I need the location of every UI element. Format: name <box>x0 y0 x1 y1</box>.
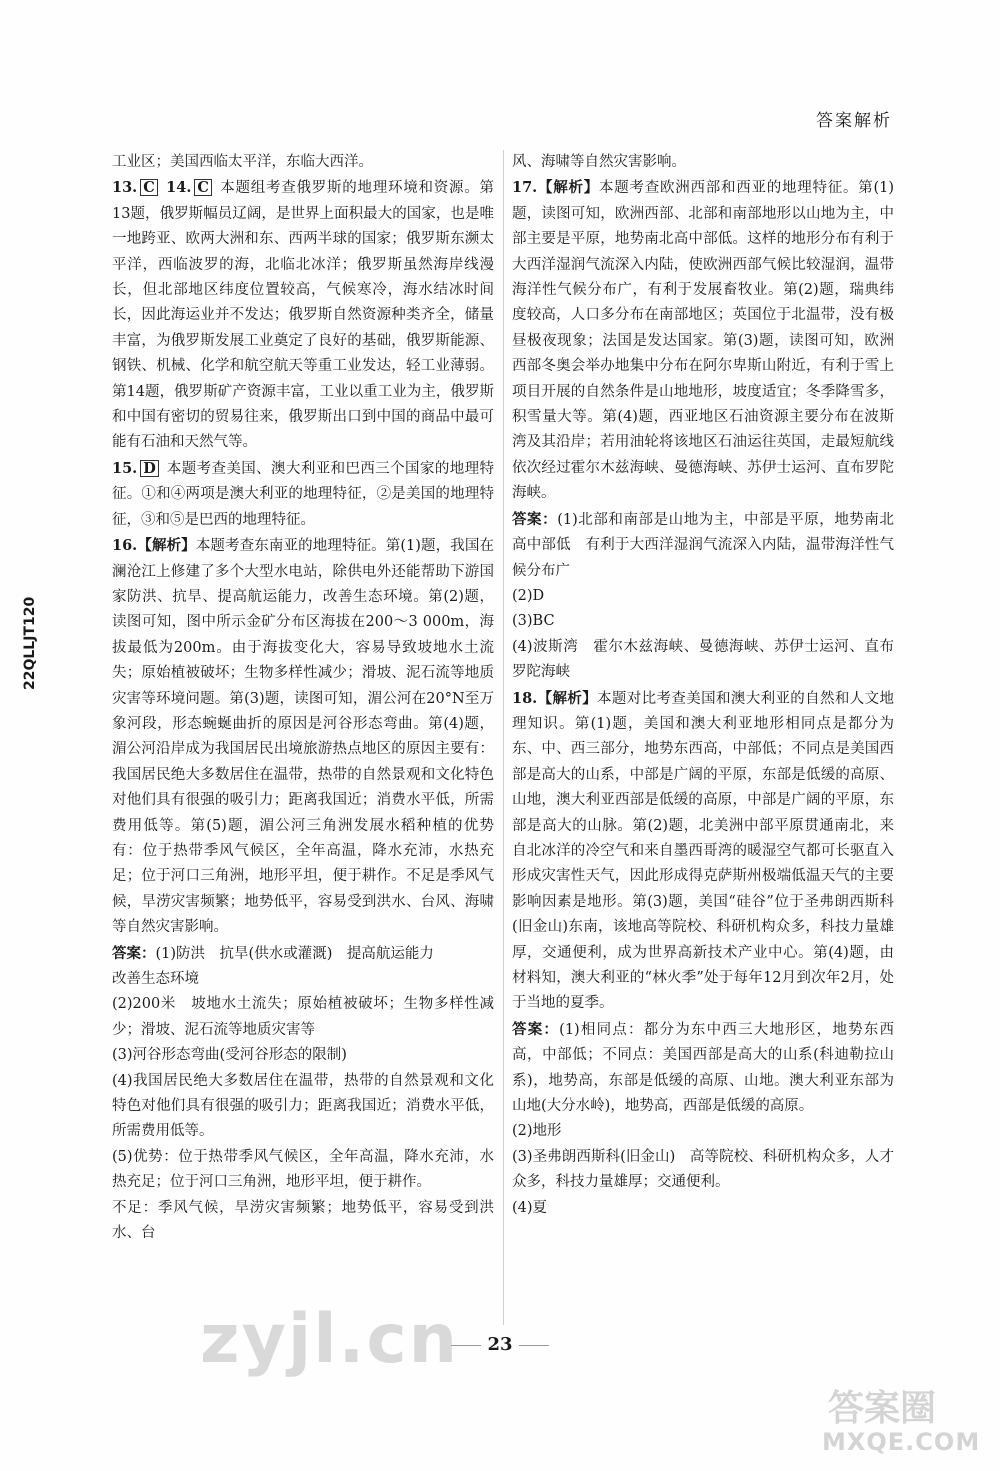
question-18 <box>512 686 894 1017</box>
right-continuation: 风、海啸等自然灾害影响。 <box>512 154 686 170</box>
watermark-logo: zyjl.cn <box>200 1300 460 1379</box>
left-column <box>112 150 494 1246</box>
answer-text: (1)防洪 抗旱(供水或灌溉) 提高航运能力 <box>155 945 434 962</box>
page-number-rule <box>519 1345 549 1346</box>
explanation-text: 本题考查欧洲西部和西亚的地理特征。第(1)题，读图可知，欧洲西部、北部和南部地形以山地为主，中部主要是平原，地势南北高中部低。这样的地形分布有利于大西洋湿润气流深入内陆，使欧洲西部气候比较湿润，温带海洋性气候分布广，有利于发展畜牧业。第(2)题，瑞典纬度较高，人口多分布在南部地区；英国位于北温带，没有极昼极夜现象；法国是发达国家。第(3)题，读图可知，欧洲西部冬奥会举办地集中分布在阿尔卑斯山附近，有利于雪上项目开展的自然条件是山地地形，坡度适宜；冬季降雪多，积雪量大等。第(4)题，西亚地区石油资源主要分布在波斯湾及其沿岸；若用油轮将该地区石油运往英国，走最短航线依次经过霍尔木兹海峡、曼德海峡、苏伊士运河、直布罗陀海峡。 <box>512 180 894 502</box>
question-number: 15. <box>112 459 138 477</box>
answer-line <box>512 507 894 584</box>
analysis-tag: 【解析】 <box>537 689 598 707</box>
answer-line <box>512 1017 894 1120</box>
answer-text: (1)北部和南部是山地为主，中部是平原，地势南北高中部低 有利于大西洋湿润气流深入内陆，温带海洋性气候分布广 <box>512 511 894 579</box>
corner-watermark <box>818 1380 988 1460</box>
question-15 <box>112 456 494 533</box>
answer-line: 不足：季风气候，旱涝灾害频繁；地势低平，容易受到洪水、台 <box>112 1199 494 1242</box>
analysis-tag: 【解析】 <box>537 179 599 197</box>
answer-box: D <box>140 460 159 477</box>
corner-watermark-url: MXQE.COM <box>822 1428 981 1456</box>
answer-line: (2)地形 <box>512 1123 562 1140</box>
corner-watermark-text: 答案圈 <box>828 1388 937 1429</box>
answer-box: C <box>194 179 212 196</box>
explanation-text: 本题考查东南亚的地理特征。第(1)题，我国在澜沧江上修建了多个大型水电站，除供电外还能帮助下游国家防洪、抗旱、提高航运能力，改善生态环境。第(2)题，读图可知，图中所示金矿分布区海拔在200～3 000m，海拔最低为200m。由于海拔变化大，容易导致坡地水土流失；原始植被破坏；生物多样性减少；滑坡、泥石流等地质灾害等环境问题。第(3)题，读图可知，湄公河在20°N至万象河段，形态蜿蜒曲折的原因是河谷形态弯曲。第(4)题，湄公河沿岸成为我国居民出境旅游热点地区的原因主要有：我国居民绝大多数居住在温带，热带的自然景观和文化特色对他们具有很强的吸引力；距离我国近；消费水平低，所需费用低等。第(5)题，湄公河三角洲发展水稻种植的优势有：位于热带季风气候区，全年高温，降水充沛，水热充足；位于河口三角洲，地形平坦，便于耕作。不足是季风气候，旱涝灾害频繁；地势低平，容易受到洪水、台风、海啸等自然灾害影响。 <box>112 538 495 936</box>
question-number: 16. <box>112 537 138 555</box>
left-continuation: 工业区；美国西临太平洋，东临大西洋。 <box>112 154 373 170</box>
answer-label: 答案： <box>512 510 558 528</box>
answer-label: 答案： <box>112 944 156 962</box>
question-17 <box>512 175 894 506</box>
answer-line: (3)河谷形态弯曲(受河谷形态的限制) <box>112 1047 347 1064</box>
question-13-14 <box>112 175 494 455</box>
side-code: 22QLLJT120 <box>22 596 38 690</box>
answer-line: (5)优势：位于热带季风气候区，全年高温，降水充沛，水热充足；位于河口三角洲，地形平坦，便于耕作。 <box>112 1148 494 1191</box>
page-number-text: 23 <box>487 1334 513 1355</box>
answer-label: 答案： <box>512 1020 560 1038</box>
right-column <box>512 150 894 1221</box>
page-number <box>0 1334 1000 1355</box>
answer-line: 改善生态环境 <box>112 971 199 987</box>
answer-line: (3)圣弗朗西斯科(旧金山) 高等院校、科研机构众多，人才众多，科技力量雄厚；交通便利。 <box>512 1148 894 1191</box>
answer-line: (4)我国居民绝大多数居住在温带，热带的自然景观和文化特色对他们具有很强的吸引力；距离我国近；消费水平低，所需费用低等。 <box>112 1072 494 1140</box>
explanation-text: 本题对比考查美国和澳大利亚的自然和人文地理知识。第(1)题，美国和澳大利亚地形相同点是都分为东、中、西三部分，地势东西高，中部低；不同点是美国西部是高大的山系，中部是广阔的平原，东部是低缓的高原、山地，澳大利亚西部是低缓的高原，中部是广阔的平原，东部是高大的山脉。第(2)题，北美洲中部平原贯通南北，来自北冰洋的冷空气和来自墨西哥湾的暖湿空气都可长驱直入形成灾害性天气，因此形成得克萨斯州极端低温天气的主要影响因素是地形。第(3)题，美国“硅谷”位于圣弗朗西斯科(旧金山)东南，该地高等院校、科研机构众多，科技力量雄厚，交通便利，成为世界高新技术产业中心。第(4)题，由材料知，澳大利亚的“林火季”处于每年12月到次年2月，处于当地的夏季。 <box>512 690 895 1012</box>
question-number: 17. <box>512 179 538 197</box>
answer-line: (4)波斯湾 霍尔木兹海峡、曼德海峡、苏伊士运河、直布罗陀海峡 <box>512 638 894 681</box>
answer-text: (1)相同点：都分为东中西三大地形区，地势东西高，中部低；不同点：美国西部是高大的山系(科迪勒拉山系)，地势高，东部是低缓的高原、山地。澳大利亚东部为山地(大分水岭)，地势高，西部是低缓的高原。 <box>512 1021 895 1115</box>
page-header-title: 答案解析 <box>816 111 892 131</box>
answer-line: (4)夏 <box>512 1199 548 1216</box>
answer-box: C <box>140 179 158 196</box>
answer-line: (3)BC <box>512 613 555 630</box>
question-16 <box>112 533 494 941</box>
question-number: 14. <box>166 179 192 197</box>
question-number: 13. <box>112 179 138 197</box>
question-number: 18. <box>512 689 538 707</box>
column-divider <box>503 150 504 1325</box>
answer-line: (2)D <box>512 587 545 604</box>
explanation-text: 本题考查美国、澳大利亚和巴西三个国家的地理特征。①和④两项是澳大利亚的地理特征，②是美国的地理特征，③和⑤是巴西的地理特征。 <box>112 460 494 528</box>
answer-line: (2)200米 坡地水土流失；原始植被破坏；生物多样性减少；滑坡、泥石流等地质灾害等 <box>112 996 494 1038</box>
analysis-tag: 【解析】 <box>137 537 196 555</box>
answer-line <box>112 941 494 967</box>
explanation-text: 本题组考查俄罗斯的地理环境和资源。第13题，俄罗斯幅员辽阔，是世界上面积最大的国家，也是唯一地跨亚、欧两大洲和东、西两半球的国家；俄罗斯东濒太平洋，西临波罗的海，北临北冰洋；俄罗斯虽然海岸线漫长，但北部地区纬度位置较高，气候寒冷，海水结冰时间长，因此海运业并不发达；俄罗斯自然资源种类齐全，储量丰富，为俄罗斯发展工业奠定了良好的基础，俄罗斯能源、钢铁、机械、化学和航空航天等重工业发达，轻工业薄弱。第14题，俄罗斯矿产资源丰富，工业以重工业为主，俄罗斯和中国有密切的贸易往来，俄罗斯出口到中国的商品中最可能有石油和天然气等。 <box>112 180 495 451</box>
